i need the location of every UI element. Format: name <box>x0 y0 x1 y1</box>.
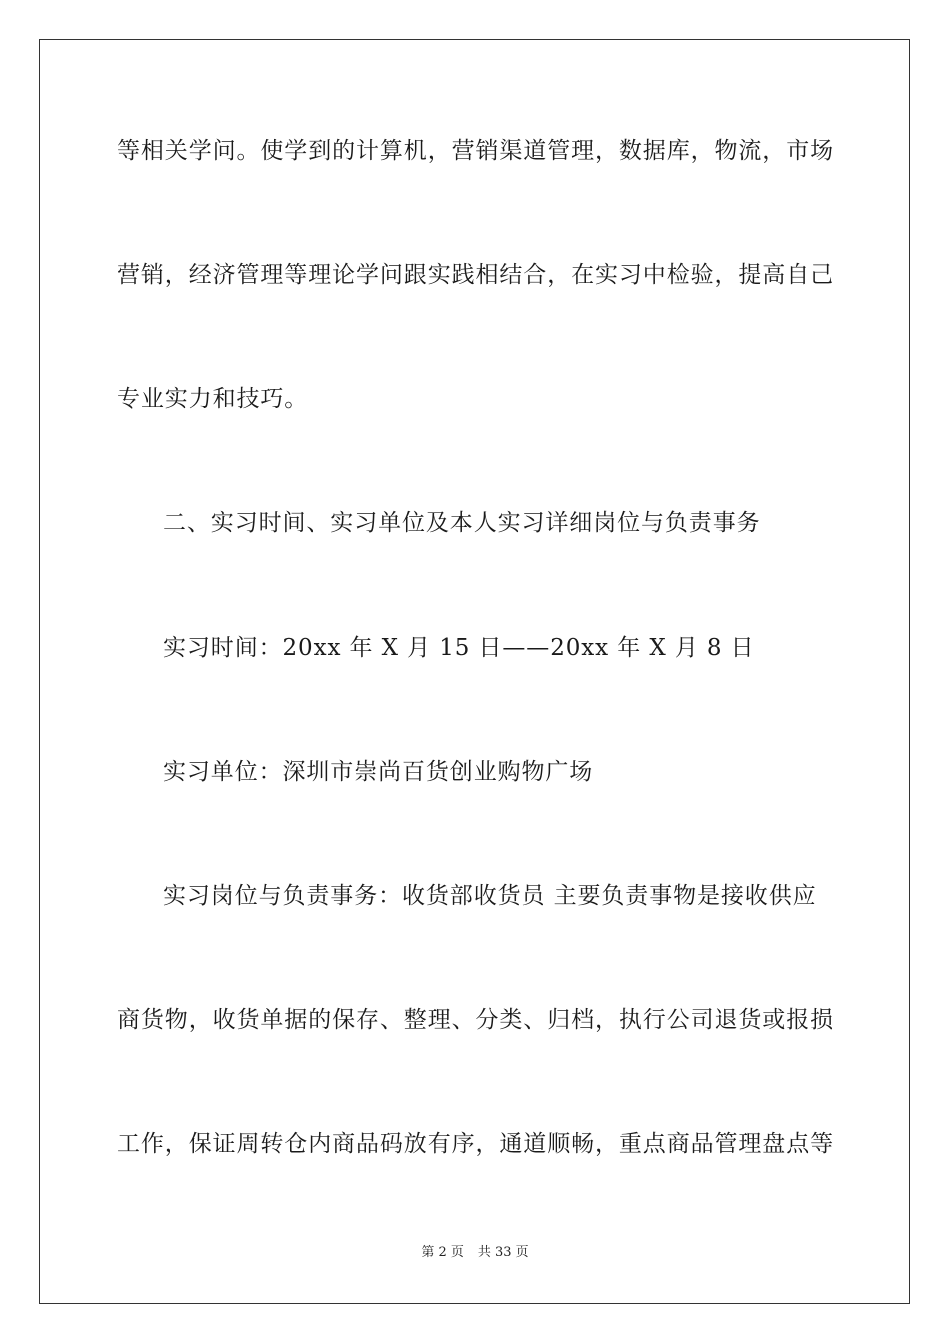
body-line: 商货物，收货单据的保存、整理、分类、归档，执行公司退货或报损 <box>117 1007 834 1033</box>
page-border <box>39 39 910 1304</box>
page-footer <box>0 1244 950 1262</box>
internship-position: 实习岗位与负责事务：收货部收货员 主要负责事物是接收供应 <box>163 883 817 909</box>
internship-unit: 实习单位：深圳市崇尚百货创业购物广场 <box>163 759 594 785</box>
body-line: 等相关学问。使学到的计算机，营销渠道管理，数据库，物流，市场 <box>117 138 834 164</box>
body-line: 营销，经济管理等理论学问跟实践相结合，在实习中检验，提高自己 <box>117 262 834 288</box>
internship-time: 实习时间：20xx 年 X 月 15 日——20xx 年 X 月 8 日 <box>163 635 755 661</box>
section-heading: 二、实习时间、实习单位及本人实习详细岗位与负责事务 <box>163 510 761 536</box>
page-total: 共 33 页 <box>477 1245 529 1260</box>
body-line: 专业实力和技巧。 <box>117 386 309 412</box>
body-line: 工作，保证周转仓内商品码放有序，通道顺畅，重点商品管理盘点等 <box>117 1131 834 1157</box>
page-number: 第 2 页 <box>421 1245 464 1260</box>
